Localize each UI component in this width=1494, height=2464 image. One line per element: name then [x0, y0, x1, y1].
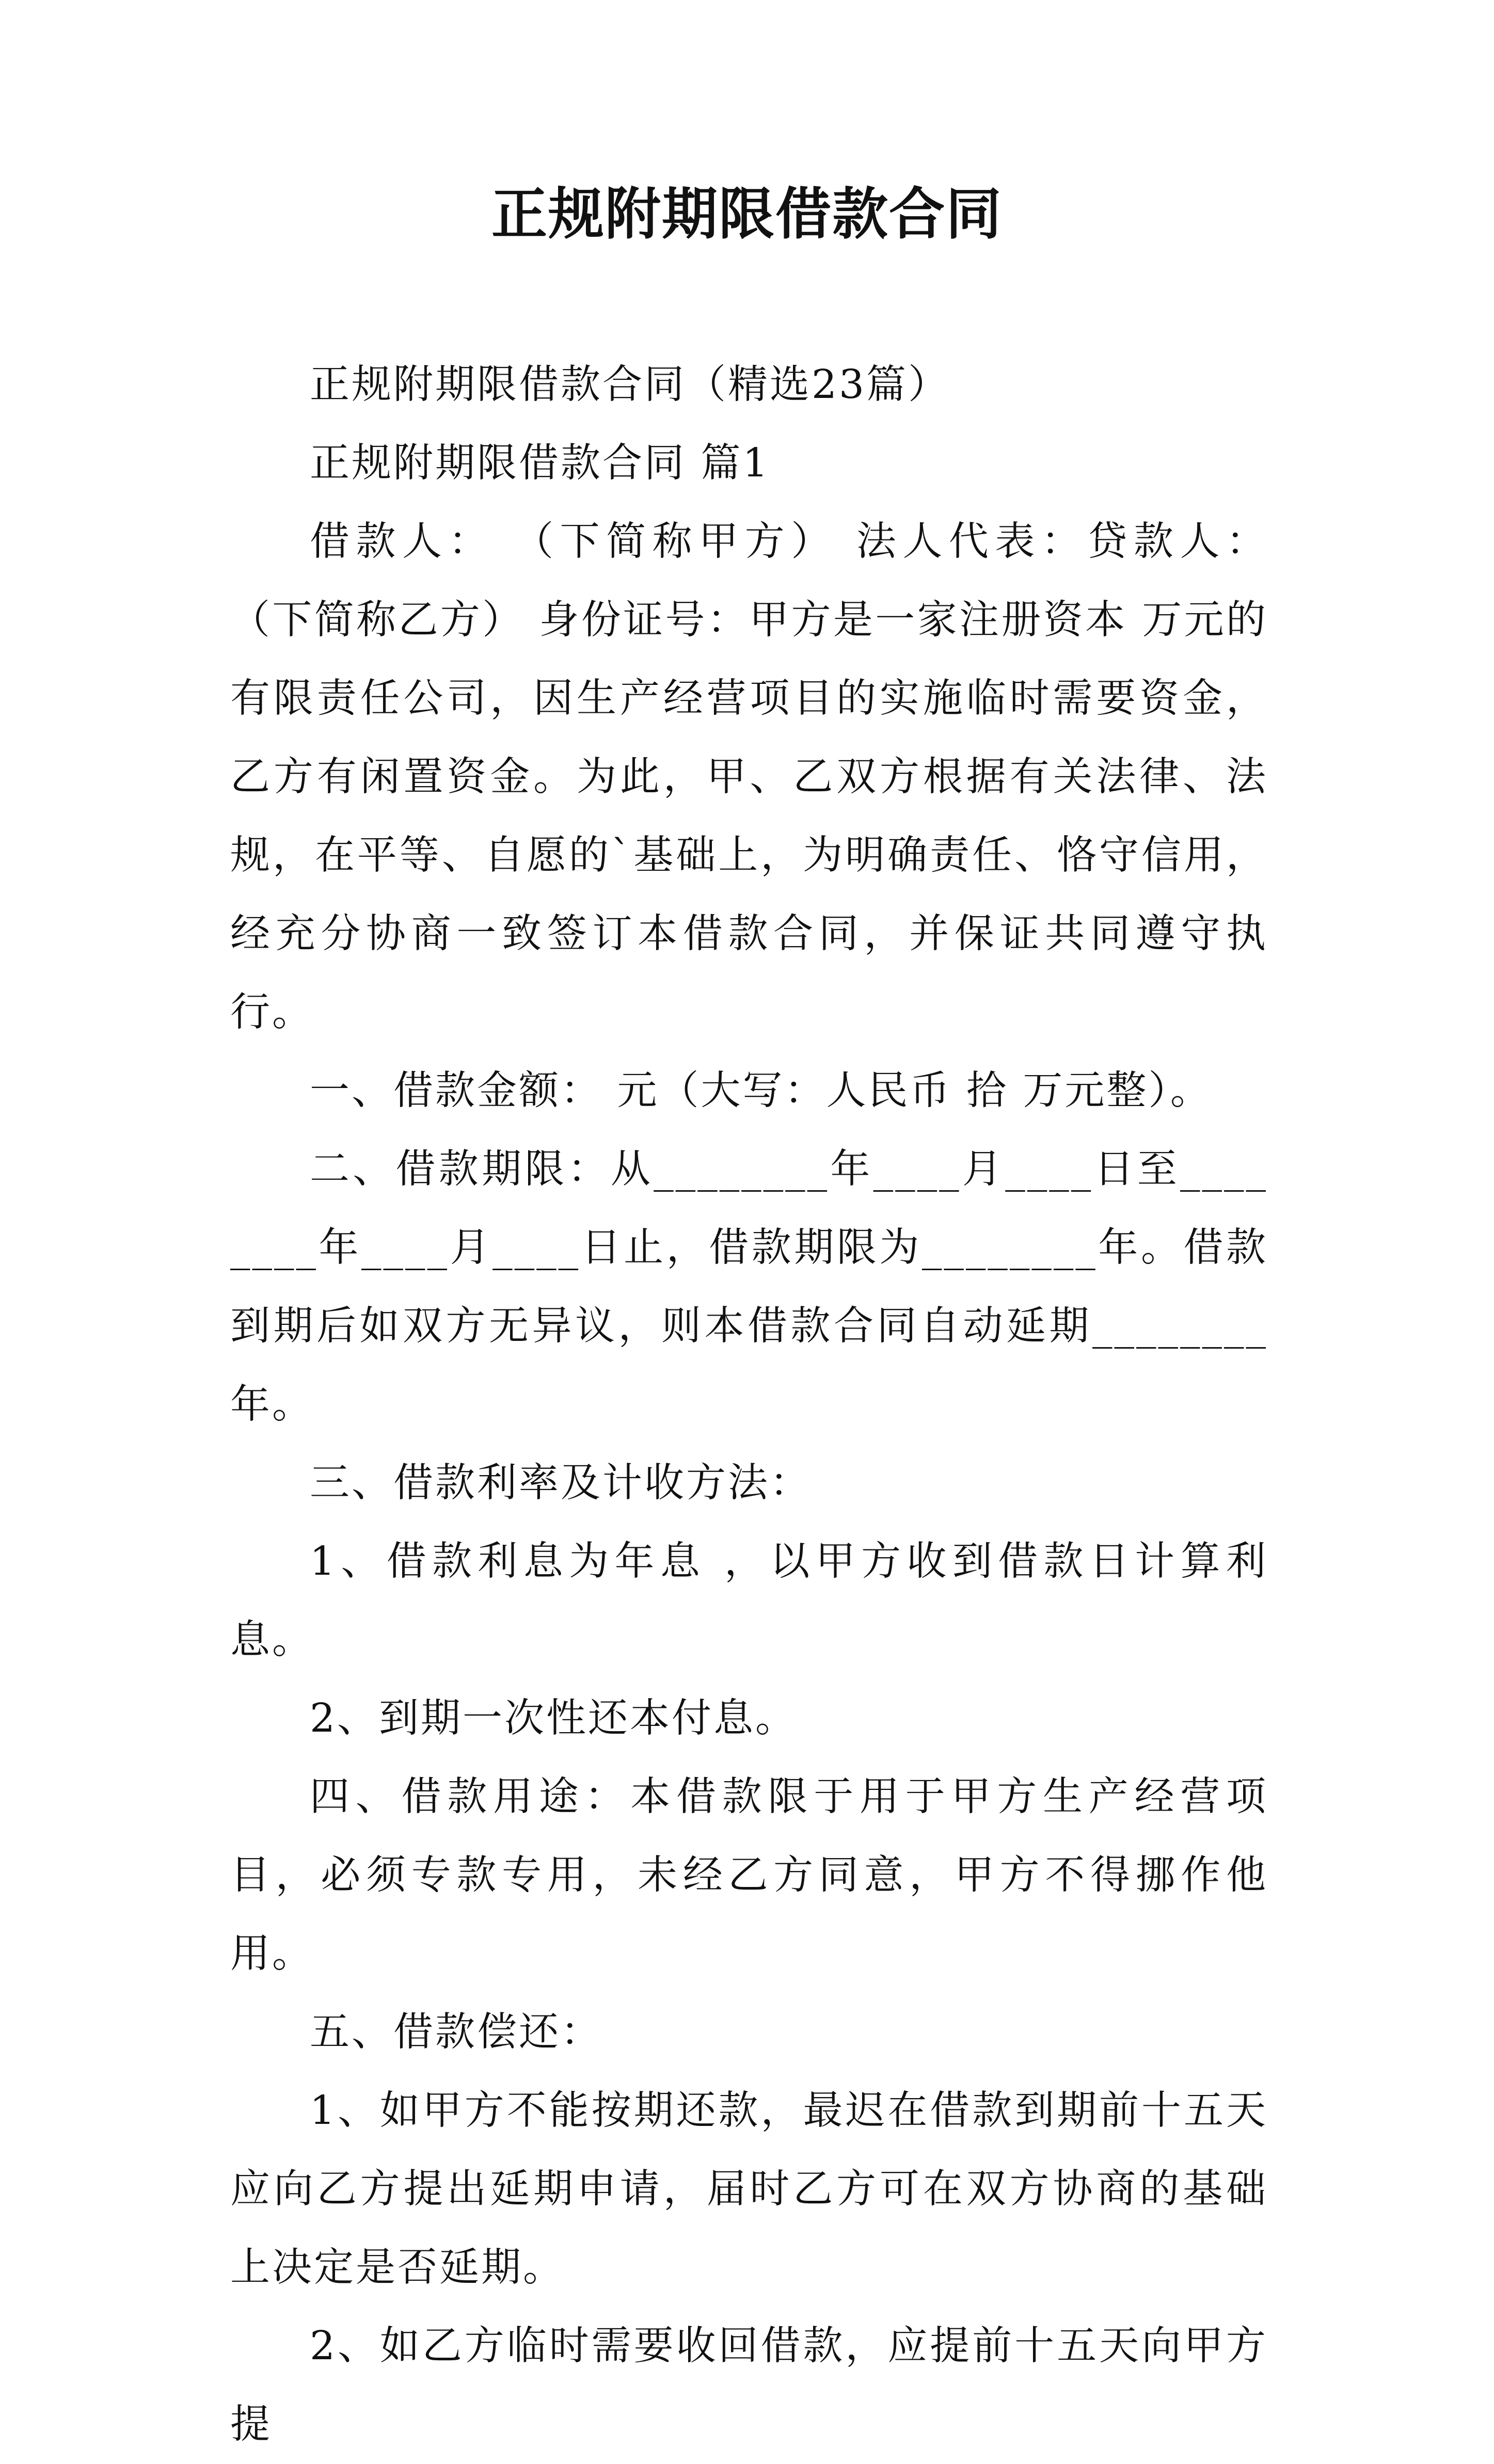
paragraph-repayment-item-2: 2、如乙方临时需要收回借款，应提前十五天向甲方提	[230, 2323, 1268, 2447]
paragraph-section-heading: 正规附期限借款合同 篇1	[310, 440, 770, 486]
paragraph-interest-item-1: 1、借款利息为年息 ，以甲方收到借款日计算利息。	[230, 1539, 1268, 1663]
paragraph-interest-item-2: 2、到期一次性还本付息。	[310, 1695, 797, 1741]
paragraph-loan-term: 二、借款期限：从________年____月____日至________年____月____日止，借款期限为________年。借款到期后如双方无异议，则本借款合同自动延期________年。	[230, 1146, 1268, 1428]
paragraph-repayment-item-1: 1、如甲方不能按期还款，最迟在借款到期前十五天应向乙方提出延期申请，届时乙方可在双方协商的基础上决定是否延期。	[230, 2088, 1268, 2291]
document-title: 正规附期限借款合同	[491, 182, 1003, 247]
paragraph-loan-amount: 一、借款金额： 元（大写：人民币 拾 万元整）。	[310, 1068, 1212, 1114]
paragraph-parties: 借款人： （下简称甲方） 法人代表：贷款人： （下简称乙方） 身份证号：甲方是一家注册资本 万元的有限责任公司，因生产经营项目的实施临时需要资金，乙方有闲置资金。为此，甲、乙双方根据有关法律、法规，在平等、自愿的`基础上，为明确责任、恪守信用，经充分协商一致签订本借款合同，并保证共同遵守执行。	[230, 519, 1268, 1035]
document-body	[230, 346, 1268, 2464]
paragraph-repayment-heading: 五、借款偿还：	[310, 2009, 602, 2055]
paragraph-loan-purpose: 四、借款用途：本借款限于用于甲方生产经营项目，必须专款专用，未经乙方同意，甲方不得挪作他用。	[230, 1774, 1268, 1977]
paragraph-subtitle: 正规附期限借款合同（精选23篇）	[310, 362, 950, 408]
paragraph-interest-heading: 三、借款利率及计收方法：	[310, 1460, 812, 1506]
